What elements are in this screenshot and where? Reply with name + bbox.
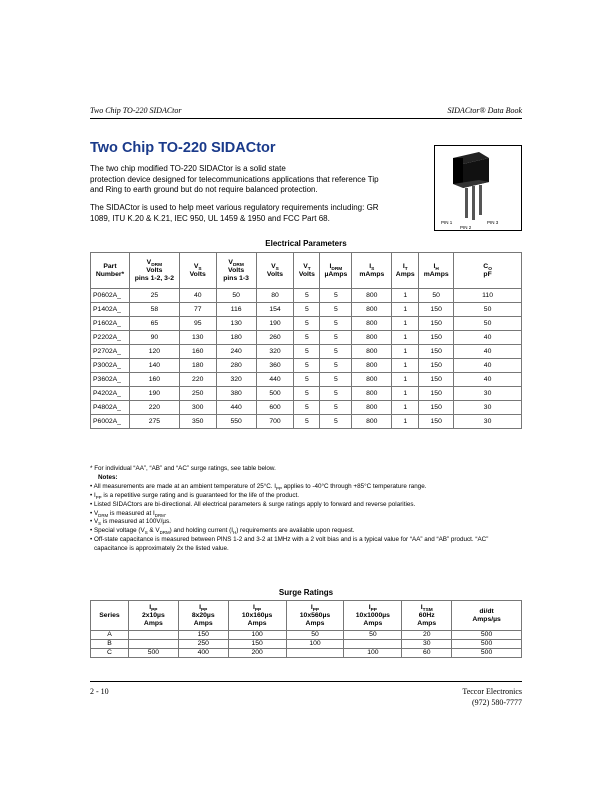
table-cell: 1 xyxy=(392,289,419,303)
table-cell: 60 xyxy=(402,649,452,658)
table-cell xyxy=(344,640,402,649)
th-vdrm-13: $V_{DRM}$ Volts pins 1-3 xyxy=(216,253,256,289)
table-cell: P3602A_ xyxy=(91,373,130,387)
table-cell: P2702A_ xyxy=(91,345,130,359)
table-cell: 600 xyxy=(256,401,294,415)
table-cell: 1 xyxy=(392,359,419,373)
table-row xyxy=(91,640,522,649)
table-cell: 5 xyxy=(320,401,352,415)
table-cell: 160 xyxy=(129,373,179,387)
table-cell: 50 xyxy=(216,289,256,303)
table-cell: 80 xyxy=(256,289,294,303)
table-cell: 5 xyxy=(320,373,352,387)
table-cell: 130 xyxy=(216,317,256,331)
table-cell: P1602A_ xyxy=(91,317,130,331)
table-cell: 550 xyxy=(216,415,256,429)
table-cell: 440 xyxy=(216,401,256,415)
table-cell: 5 xyxy=(294,345,320,359)
notes-heading: Notes: xyxy=(98,473,118,481)
th-ipp-8x20: $I_{PP}$ 8x20µs Amps xyxy=(178,601,228,631)
surge-ratings-table xyxy=(90,600,522,658)
table-cell: 5 xyxy=(294,317,320,331)
table-cell: 150 xyxy=(228,640,286,649)
table-cell: 260 xyxy=(256,331,294,345)
table-cell: 25 xyxy=(129,289,179,303)
table-cell: 5 xyxy=(294,373,320,387)
table-cell: 5 xyxy=(294,331,320,345)
table-cell: 800 xyxy=(352,317,392,331)
table-cell: 800 xyxy=(352,359,392,373)
table-cell: 5 xyxy=(294,303,320,317)
table-row xyxy=(91,345,522,359)
table-cell: P0602A_ xyxy=(91,289,130,303)
table-cell: 77 xyxy=(179,303,216,317)
table-row xyxy=(91,401,522,415)
table-cell: 40 xyxy=(179,289,216,303)
table-cell: 160 xyxy=(179,345,216,359)
intro-paragraph-1: The two chip modified TO-220 SIDACtor is a solid state protection device designed for telecommunications applications that reference Tip and Ring to earth ground but do not require balanced protection. xyxy=(90,164,379,194)
table-cell: 800 xyxy=(352,401,392,415)
footer-company: Teccor Electronics xyxy=(462,687,522,696)
table-cell: 5 xyxy=(320,415,352,429)
table-cell: 150 xyxy=(419,303,454,317)
to220-package-drawing xyxy=(435,146,521,230)
th-ipp-2x10: $I_{PP}$ 2x10µs Amps xyxy=(128,601,178,631)
table-cell: 30 xyxy=(454,401,522,415)
table-cell xyxy=(128,640,178,649)
pin3-label: PIN 3 xyxy=(487,220,499,225)
table-cell: C xyxy=(91,649,129,658)
table-row xyxy=(91,359,522,373)
table-cell: 150 xyxy=(419,359,454,373)
table-cell: 1 xyxy=(392,345,419,359)
th-idrm: $I_{DRM}$ µAmps xyxy=(320,253,352,289)
table-cell: 65 xyxy=(129,317,179,331)
table-cell: 140 xyxy=(129,359,179,373)
table-cell: 800 xyxy=(352,303,392,317)
note-2: • $I_{PP}$ is a repetitive surge rating and is guaranteed for the life of the product. xyxy=(90,491,300,500)
table-cell: 5 xyxy=(294,289,320,303)
table-cell: 800 xyxy=(352,331,392,345)
table-cell: 150 xyxy=(419,373,454,387)
table-cell: 275 xyxy=(129,415,179,429)
table-cell: 130 xyxy=(179,331,216,345)
table-cell: 150 xyxy=(419,401,454,415)
table-cell: 800 xyxy=(352,373,392,387)
table-cell: 800 xyxy=(352,289,392,303)
table-row xyxy=(91,373,522,387)
th-series: Series xyxy=(91,601,129,631)
table-cell: 50 xyxy=(286,631,344,640)
electrical-caption: Electrical Parameters xyxy=(265,239,347,248)
table-cell: P4802A_ xyxy=(91,401,130,415)
table-cell: P1402A_ xyxy=(91,303,130,317)
header-rule xyxy=(90,118,522,119)
th-co: $C_O$ pF xyxy=(454,253,522,289)
th-vs-13: $V_S$ Volts xyxy=(256,253,294,289)
table-row xyxy=(91,415,522,429)
header-right: SIDACtor® Data Book xyxy=(447,106,522,115)
table-cell: 200 xyxy=(228,649,286,658)
note-3: • Listed SIDACtors are bi-directional. All electrical parameters & surge ratings apply to forward and reverse polarities. xyxy=(90,500,416,508)
table-cell: 800 xyxy=(352,345,392,359)
footer-rule xyxy=(90,681,522,682)
table-cell xyxy=(128,631,178,640)
table-cell: 30 xyxy=(454,387,522,401)
table-cell: 5 xyxy=(320,359,352,373)
table-cell: 150 xyxy=(419,387,454,401)
table-cell: 1 xyxy=(392,401,419,415)
pin1-label: PIN 1 xyxy=(441,220,453,225)
th-part: Part Number* xyxy=(91,253,130,289)
table-cell: 30 xyxy=(402,640,452,649)
th-vdrm-12: $V_{DRM}$ Volts pins 1-2, 3-2 xyxy=(129,253,179,289)
table-cell: 400 xyxy=(178,649,228,658)
table-cell: 1 xyxy=(392,373,419,387)
table-cell: 5 xyxy=(320,289,352,303)
table-cell: 5 xyxy=(320,303,352,317)
table-row xyxy=(91,631,522,640)
table-cell: 150 xyxy=(178,631,228,640)
table-row xyxy=(91,303,522,317)
table-cell: 5 xyxy=(294,415,320,429)
note-6: • Special voltage ($V_S$ & $V_{DRM}$) and holding current $(I_H)$ requirements are available upon request. xyxy=(90,527,355,536)
th-ih: $I_H$ mAmps xyxy=(419,253,454,289)
th-itsm: $I_{TSM}$ 60Hz Amps xyxy=(402,601,452,631)
table-cell: 360 xyxy=(256,359,294,373)
table-cell: 220 xyxy=(129,401,179,415)
table-cell: 320 xyxy=(256,345,294,359)
th-didt: di/dt Amps/µs xyxy=(452,601,522,631)
notes-list xyxy=(90,465,510,554)
table-cell: P2202A_ xyxy=(91,331,130,345)
table-cell: 154 xyxy=(256,303,294,317)
table-cell: 100 xyxy=(344,649,402,658)
table-cell: 1 xyxy=(392,317,419,331)
th-it: $I_T$ Amps xyxy=(392,253,419,289)
table-cell: 280 xyxy=(216,359,256,373)
table-row xyxy=(91,317,522,331)
table-cell: 1 xyxy=(392,303,419,317)
table-cell: 190 xyxy=(129,387,179,401)
table-row xyxy=(91,649,522,658)
note-asterisk: * For individual “AA”, “AB” and “AC” surge ratings, see table below. xyxy=(90,465,276,472)
table-cell: 240 xyxy=(216,345,256,359)
th-vs-12: $V_S$ Volts xyxy=(179,253,216,289)
footer-company-block xyxy=(462,686,522,708)
table-cell: 500 xyxy=(452,649,522,658)
table-cell xyxy=(286,649,344,658)
th-ipp-10x560: $I_{PP}$ 10x560µs Amps xyxy=(286,601,344,631)
table-cell: 120 xyxy=(129,345,179,359)
table-cell: 5 xyxy=(294,401,320,415)
surge-caption: Surge Ratings xyxy=(278,588,334,597)
table-cell: 250 xyxy=(179,387,216,401)
table-cell: 20 xyxy=(402,631,452,640)
table-cell: P4202A_ xyxy=(91,387,130,401)
note-4: • $V_{DRM}$ is measured at $I_{DRM}$. xyxy=(90,509,167,518)
table-cell: 150 xyxy=(419,317,454,331)
table-cell: 500 xyxy=(452,640,522,649)
table-cell: 50 xyxy=(419,289,454,303)
table-cell: 95 xyxy=(179,317,216,331)
table-cell: 800 xyxy=(352,387,392,401)
table-cell: 40 xyxy=(454,373,522,387)
page-title: Two Chip TO-220 SIDACtor xyxy=(90,140,276,156)
table-cell: 5 xyxy=(320,331,352,345)
table-cell: P3002A_ xyxy=(91,359,130,373)
table-cell: 58 xyxy=(129,303,179,317)
table-cell: 180 xyxy=(216,331,256,345)
package-illustration xyxy=(434,145,522,231)
table-cell: 116 xyxy=(216,303,256,317)
table-cell: 500 xyxy=(128,649,178,658)
header-left: Two Chip TO-220 SIDACtor xyxy=(90,106,182,115)
th-ipp-10x1000: $I_{PP}$ 10x1000µs Amps xyxy=(344,601,402,631)
table-cell: 5 xyxy=(320,317,352,331)
table-cell: 40 xyxy=(454,331,522,345)
table-cell: 90 xyxy=(129,331,179,345)
table-cell: 30 xyxy=(454,415,522,429)
table-row xyxy=(91,387,522,401)
table-cell: A xyxy=(91,631,129,640)
table-cell: 350 xyxy=(179,415,216,429)
table-cell: 150 xyxy=(419,345,454,359)
table-cell: 300 xyxy=(179,401,216,415)
th-is: $I_S$ mAmps xyxy=(352,253,392,289)
table-cell: 800 xyxy=(352,415,392,429)
table-cell: 5 xyxy=(320,345,352,359)
table-cell: 500 xyxy=(452,631,522,640)
table-cell: 40 xyxy=(454,359,522,373)
note-5: • $V_S$ is measured at 100V/µs. xyxy=(90,518,171,527)
table-cell: 50 xyxy=(454,317,522,331)
th-vt: $V_T$ Volts xyxy=(294,253,320,289)
table-cell: 5 xyxy=(294,359,320,373)
table-cell: 700 xyxy=(256,415,294,429)
table-cell: 440 xyxy=(256,373,294,387)
table-cell: 250 xyxy=(178,640,228,649)
note-7: • Off-state capacitance is measured between PINS 1-2 and 3-2 at 1MHz with a 2 volt bias and is a typical value for “AA” and “AB” product. “AC” capacitance is approximately 2x the listed value. xyxy=(90,536,489,553)
electrical-parameters-table xyxy=(90,252,522,429)
table-cell: 1 xyxy=(392,387,419,401)
table-cell: 150 xyxy=(419,331,454,345)
table-cell: 500 xyxy=(256,387,294,401)
th-ipp-10x160: $I_{PP}$ 10x160µs Amps xyxy=(228,601,286,631)
table-cell: 5 xyxy=(320,387,352,401)
table-cell: B xyxy=(91,640,129,649)
table-row xyxy=(91,331,522,345)
electrical-table-body xyxy=(91,289,522,429)
table-cell: 40 xyxy=(454,345,522,359)
footer-phone: (972) 580-7777 xyxy=(472,698,522,707)
pin2-label: PIN 2 xyxy=(460,225,472,230)
surge-table-body xyxy=(91,631,522,658)
footer-page-number: 2 - 10 xyxy=(90,687,109,696)
table-cell: 150 xyxy=(419,415,454,429)
table-cell: 50 xyxy=(344,631,402,640)
table-cell: 220 xyxy=(179,373,216,387)
table-row xyxy=(91,289,522,303)
table-cell: 180 xyxy=(179,359,216,373)
table-cell: 1 xyxy=(392,415,419,429)
table-cell: 320 xyxy=(216,373,256,387)
note-1: • All measurements are made at an ambient temperature of 25°C. $I_{PP}$ applies to -40°C through +85°C temperature range. xyxy=(90,482,427,491)
table-cell: 190 xyxy=(256,317,294,331)
table-cell: 110 xyxy=(454,289,522,303)
table-cell: 1 xyxy=(392,331,419,345)
table-cell: 100 xyxy=(286,640,344,649)
table-cell: 380 xyxy=(216,387,256,401)
table-cell: 5 xyxy=(294,387,320,401)
table-cell: 100 xyxy=(228,631,286,640)
intro-paragraph-2: The SIDACtor is used to help meet various regulatory requirements including: GR 1089, ITU K.20 & K.21, IEC 950, UL 1459 & 1950 and FCC Part 68. xyxy=(90,203,379,223)
table-cell: 50 xyxy=(454,303,522,317)
table-cell: P6002A_ xyxy=(91,415,130,429)
